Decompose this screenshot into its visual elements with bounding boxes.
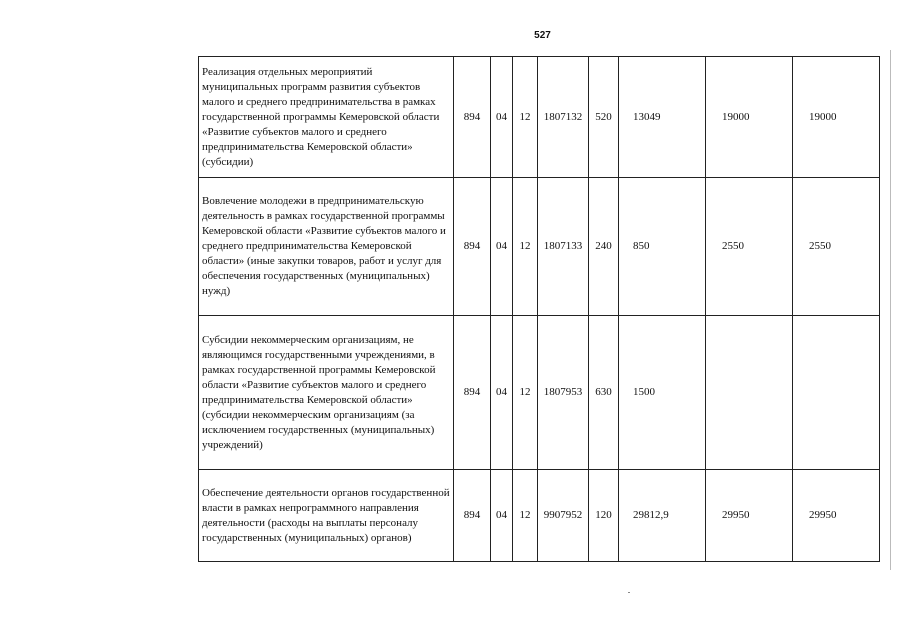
amount-year-2: 29950 [706,470,793,562]
amount-year-3 [793,316,880,470]
table-row [199,178,880,316]
ministry-code: 894 [454,470,491,562]
scan-edge-line [890,50,891,570]
section-code: 04 [491,316,513,470]
table-row [199,470,880,562]
subsection-code: 12 [513,470,538,562]
amount-year-2: 19000 [706,57,793,178]
amount-year-1: 1500 [619,316,706,470]
amount-year-3: 2550 [793,178,880,316]
table-row [199,316,880,470]
subsection-code: 12 [513,178,538,316]
subsection-code: 12 [513,316,538,470]
budget-table [198,56,880,562]
target-code: 9907952 [538,470,589,562]
amount-year-2: 2550 [706,178,793,316]
section-code: 04 [491,470,513,562]
target-code: 1807133 [538,178,589,316]
page-number: 527 [534,30,551,41]
row-name: Обеспечение деятельности органов государственной власти в рамках непрограммного направления деятельности (расходы на выплаты персоналу государственных (муниципальных) органов) [199,470,454,562]
section-code: 04 [491,178,513,316]
table-row [199,57,880,178]
ministry-code: 894 [454,316,491,470]
amount-year-3: 29950 [793,470,880,562]
row-name: Реализация отдельных мероприятий муниципальных программ развития субъектов малого и среднего предпринимательства в рамках государственной программы Кемеровской области «Развитие субъектов малого и среднего предпринимательства Кемеровской области» (субсидии) [199,57,454,178]
amount-year-1: 850 [619,178,706,316]
ministry-code: 894 [454,178,491,316]
scan-speck [628,592,630,593]
expense-code: 240 [589,178,619,316]
amount-year-1: 13049 [619,57,706,178]
section-code: 04 [491,57,513,178]
expense-code: 120 [589,470,619,562]
expense-code: 630 [589,316,619,470]
expense-code: 520 [589,57,619,178]
row-name: Вовлечение молодежи в предпринимательскую деятельность в рамках государственной программы Кемеровской области «Развитие субъектов малого и среднего предпринимательства Кемеровской области» (иные закупки товаров, работ и услуг для обеспечения государственных (муниципальных) нужд) [199,178,454,316]
target-code: 1807132 [538,57,589,178]
subsection-code: 12 [513,57,538,178]
amount-year-2 [706,316,793,470]
ministry-code: 894 [454,57,491,178]
amount-year-3: 19000 [793,57,880,178]
amount-year-1: 29812,9 [619,470,706,562]
target-code: 1807953 [538,316,589,470]
row-name: Субсидии некоммерческим организациям, не являющимся государственными учреждениями, в рамках государственной программы Кемеровской области «Развитие субъектов малого и среднего предпринимательства Кемеровской области» (субсидии некоммерческим организациям (за исключением государственных (муниципальных) учреждений) [199,316,454,470]
